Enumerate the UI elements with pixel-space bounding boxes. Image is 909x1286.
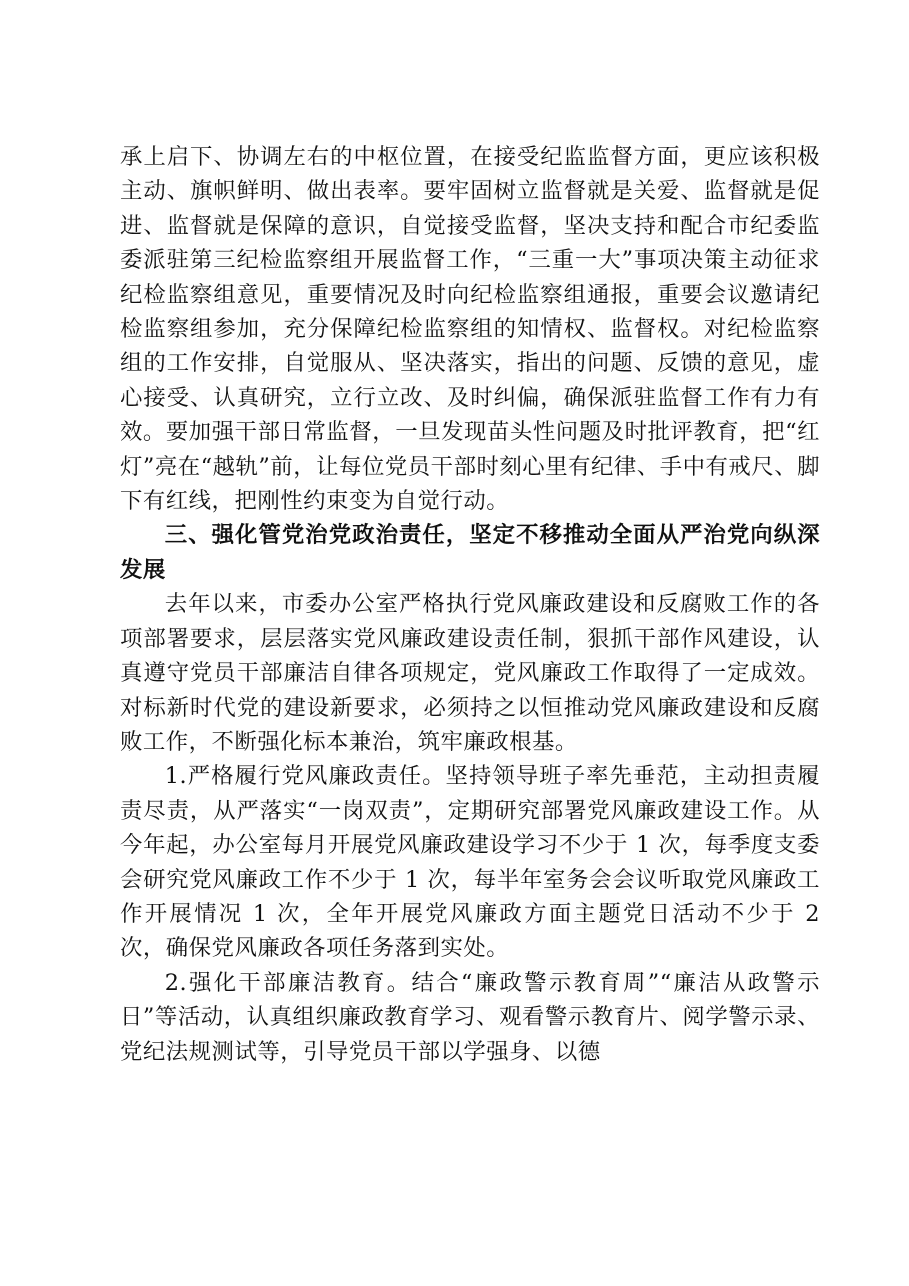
document-body [120, 140, 820, 1069]
paragraph-section-three-intro: 去年以来，市委办公室严格执行党风廉政建设和反腐败工作的各项部署要求，层层落实党风廉政建设责任制，狠抓干部作风建设，认真遵守党员干部廉洁自律各项规定，党风廉政工作取得了一定成效。对标新时代党的建设新要求，必须持之以恒推动党风廉政建设和反腐败工作，不断强化标本兼治，筑牢廉政根基。 [120, 591, 820, 755]
section-heading-three: 三、强化管党治党政治责任，坚定不移推动全面从严治党向纵深发展 [120, 522, 820, 583]
paragraph-item-one: 1.严格履行党风廉政责任。坚持领导班子率先垂范，主动担责履责尽责，从严落实“一岗双责”，定期研究部署党风廉政建设工作。从今年起，办公室每月开展党风廉政建设学习不少于 1 次，每季度支委会研究党风廉政工作不少于 1 次，每半年室务会会议听取党风廉政工作开展情况 1 次，全年开展党风廉政方面主题党日活动不少于 2 次，确保党风廉政各项任务落到实处。 [120, 763, 820, 962]
paragraph-supervision-continuation: 承上启下、协调左右的中枢位置，在接受纪监监督方面，更应该积极主动、旗帜鲜明、做出表率。要牢固树立监督就是关爱、监督就是促进、监督就是保障的意识，自觉接受监督，坚决支持和配合市纪委监委派驻第三纪检监察组开展监督工作，“三重一大”事项决策主动征求纪检监察组意见，重要情况及时向纪检监察组通报，重要会议邀请纪检监察组参加，充分保障纪检监察组的知情权、监督权。对纪检监察组的工作安排，自觉服从、坚决落实，指出的问题、反馈的意见，虚心接受、认真研究，立行立改、及时纠偏，确保派驻监督工作有力有效。要加强干部日常监督，一旦发现苗头性问题及时批评教育，把“红灯”亮在“越轨”前，让每位党员干部时刻心里有纪律、手中有戒尺、脚下有红线，把刚性约束变为自觉行动。 [120, 144, 820, 515]
paragraph-item-two: 2.强化干部廉洁教育。结合“廉政警示教育周”“廉洁从政警示日”等活动，认真组织廉政教育学习、观看警示教育片、阅学警示录、党纪法规测试等，引导党员干部以学强身、以德 [120, 969, 820, 1065]
